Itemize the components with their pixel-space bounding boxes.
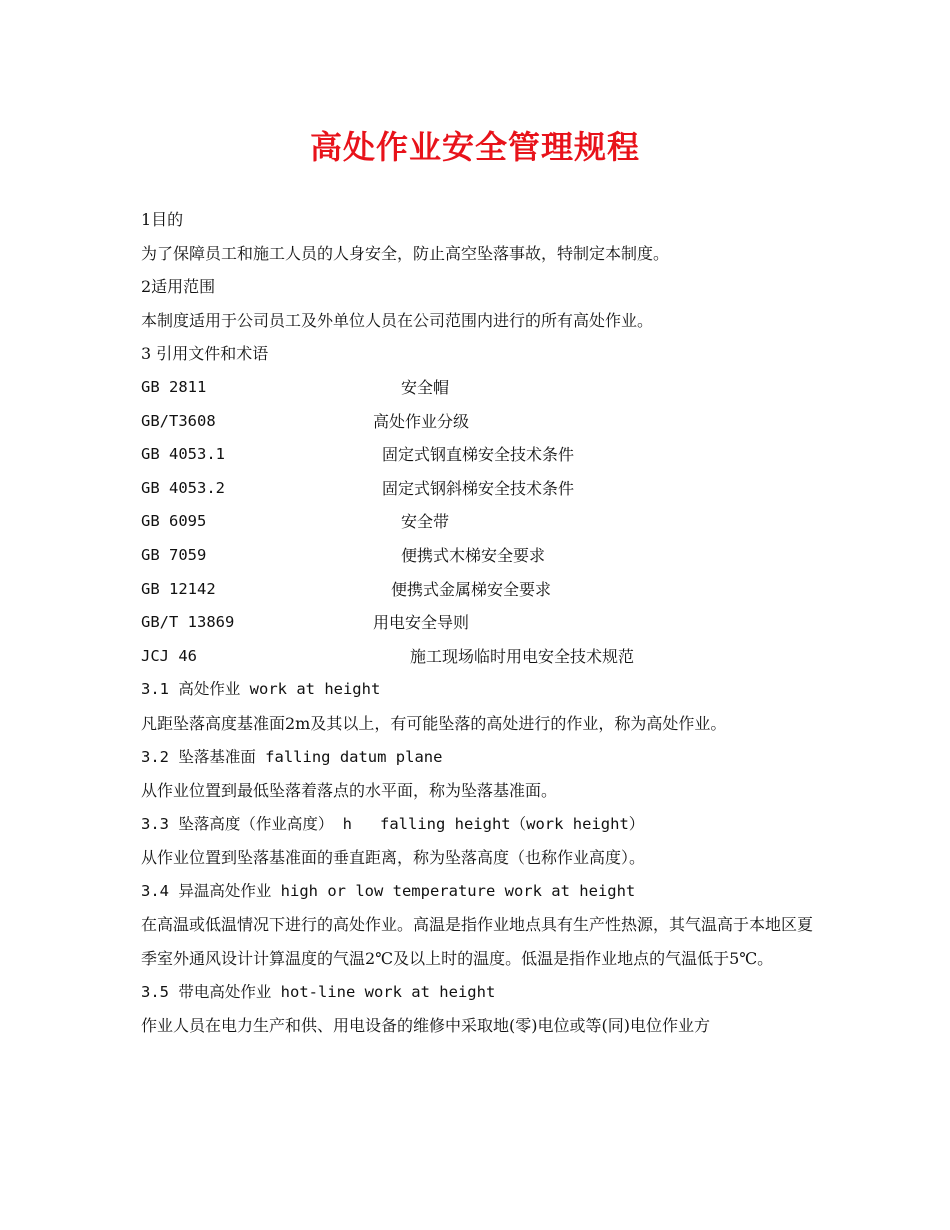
standard-row bbox=[141, 640, 821, 674]
standard-name: 施工现场临时用电安全技术规范 bbox=[410, 646, 635, 666]
standard-name: 便携式木梯安全要求 bbox=[401, 545, 546, 565]
section-3-heading: 3 引用文件和术语 bbox=[141, 344, 269, 364]
standard-code: GB/T3608 bbox=[141, 411, 216, 430]
standard-row bbox=[141, 539, 821, 573]
standard-name: 高处作业分级 bbox=[373, 411, 470, 431]
standard-row bbox=[141, 606, 821, 640]
standard-row bbox=[141, 371, 821, 405]
standard-row bbox=[141, 573, 821, 607]
term-3-1-text: 凡距坠落高度基准面2m及其以上，有可能坠落的高处进行的作业，称为高处作业。 bbox=[141, 713, 727, 733]
standard-row bbox=[141, 505, 821, 539]
standard-name: 安全帽 bbox=[401, 377, 450, 397]
standard-code: JCJ 46 bbox=[141, 646, 197, 665]
term-3-5-text: 作业人员在电力生产和供、用电设备的维修中采取地(零)电位或等(同)电位作业方 bbox=[141, 1016, 710, 1036]
standard-row bbox=[141, 438, 821, 472]
standard-name: 固定式钢直梯安全技术条件 bbox=[382, 445, 575, 465]
section-1-text: 为了保障员工和施工人员的人身安全，防止高空坠落事故，特制定本制度。 bbox=[141, 243, 670, 263]
term-3-4-heading: 3.4 异温高处作业 high or low temperature work at height bbox=[141, 881, 636, 900]
section-1-heading: 1目的 bbox=[141, 210, 184, 229]
standard-code: GB 12142 bbox=[141, 579, 216, 598]
term-3-1-heading: 3.1 高处作业 work at height bbox=[141, 680, 381, 699]
document-body bbox=[141, 203, 821, 1043]
standard-row bbox=[141, 472, 821, 506]
term-3-2-heading: 3.2 坠落基准面 falling datum plane bbox=[141, 747, 443, 766]
standard-row bbox=[141, 405, 821, 439]
standard-name: 用电安全导则 bbox=[373, 613, 470, 633]
term-3-3-text: 从作业位置到坠落基准面的垂直距离，称为坠落高度（也称作业高度）。 bbox=[141, 848, 646, 868]
standard-code: GB 4053.1 bbox=[141, 445, 225, 464]
standard-name: 安全带 bbox=[401, 512, 450, 532]
term-3-2-text: 从作业位置到最低坠落着落点的水平面，称为坠落基准面。 bbox=[141, 781, 558, 801]
term-3-5-heading: 3.5 带电高处作业 hot-line work at height bbox=[141, 982, 496, 1001]
section-2-text: 本制度适用于公司员工及外单位人员在公司范围内进行的所有高处作业。 bbox=[141, 310, 654, 330]
standard-code: GB 2811 bbox=[141, 377, 207, 396]
standard-code: GB/T 13869 bbox=[141, 613, 235, 632]
standard-name: 固定式钢斜梯安全技术条件 bbox=[382, 478, 575, 498]
document-title: 高处作业安全管理规程 bbox=[309, 128, 640, 166]
standard-code: GB 7059 bbox=[141, 545, 207, 564]
standard-name: 便携式金属梯安全要求 bbox=[391, 579, 552, 599]
term-3-3-heading: 3.3 坠落高度（作业高度） h falling height（work height） bbox=[141, 814, 645, 833]
standard-code: GB 4053.2 bbox=[141, 478, 225, 497]
term-3-4-text: 在高温或低温情况下进行的高处作业。高温是指作业地点具有生产性热源，其气温高于本地区夏季室外通风设计计算温度的气温2℃及以上时的温度。低温是指作业地点的气温低于5℃。 bbox=[141, 915, 814, 969]
section-2-heading: 2适用范围 bbox=[141, 277, 216, 297]
standard-code: GB 6095 bbox=[141, 512, 207, 531]
